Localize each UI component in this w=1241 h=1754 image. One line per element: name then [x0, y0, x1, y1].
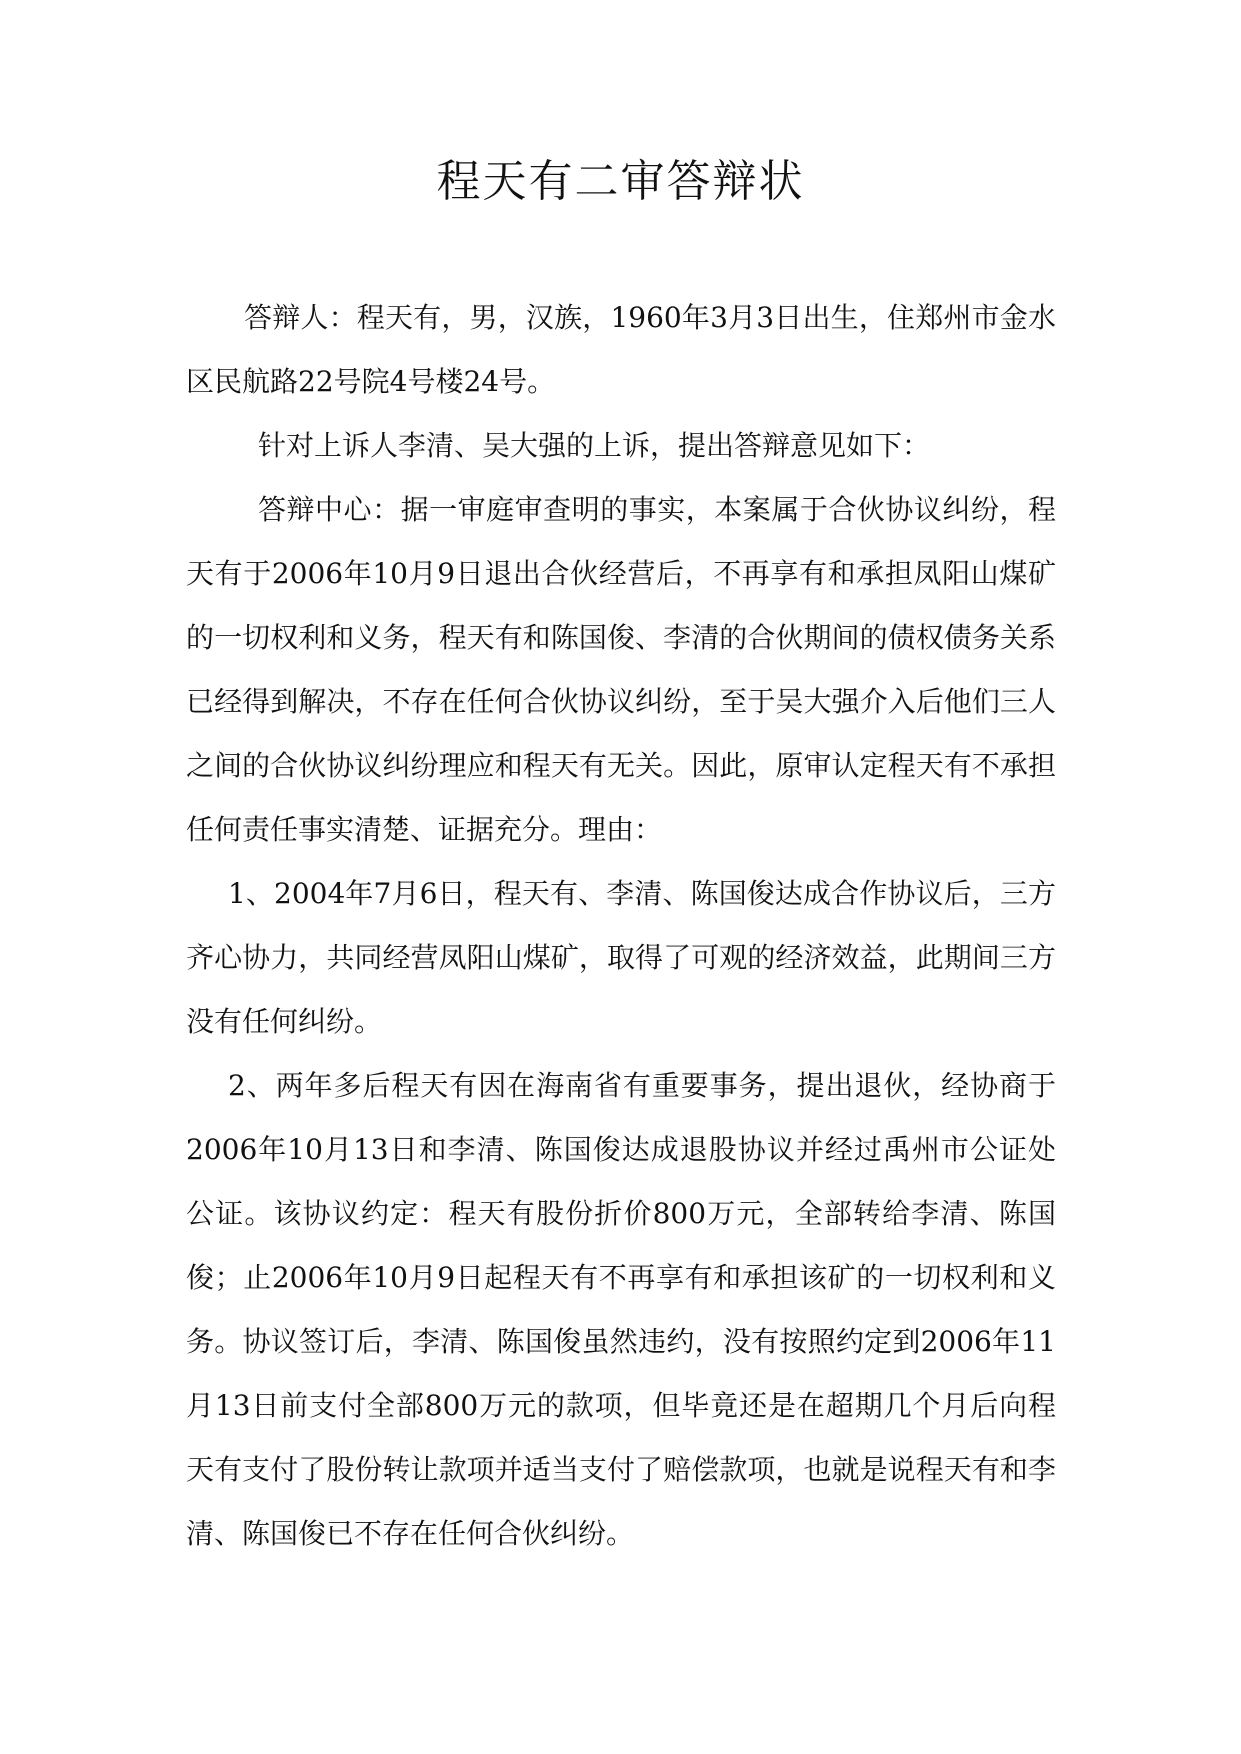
respondent-info-paragraph: 答辩人：程天有，男，汉族，1960年3月3日出生，住郑州市金水区民航路22号院4号楼24号。: [186, 301, 1056, 398]
document-title: 程天有二审答辩状: [436, 156, 805, 207]
defense-center-paragraph: 答辩中心：据一审庭审查明的事实，本案属于合伙协议纠纷，程天有于2006年10月9日退出合伙经营后，不再享有和承担凤阳山煤矿的一切权利和义务，程天有和陈国俊、李清的合伙期间的债权债务关系已经得到解决，不存在任何合伙协议纠纷，至于吴大强介入后他们三人之间的合伙协议纠纷理应和程天有无关。因此，原审认定程天有不承担任何责任事实清楚、证据充分。理由：: [186, 493, 1056, 846]
reason-2-paragraph: 2、两年多后程天有因在海南省有重要事务，提出退伙，经协商于2006年10月13日和李清、陈国俊达成退股协议并经过禹州市公证处公证。该协议约定：程天有股份折价800万元，全部转给李清、陈国俊；止2006年10月9日起程天有不再享有和承担该矿的一切权利和义务。协议签订后，李清、陈国俊虽然违约，没有按照约定到2006年11月13日前支付全部800万元的款项，但毕竟还是在超期几个月后向程天有支付了股份转让款项并适当支付了赔偿款项，也就是说程天有和李清、陈国俊已不存在任何合伙纠纷。: [186, 1069, 1056, 1550]
intro-paragraph: 针对上诉人李清、吴大强的上诉，提出答辩意见如下：: [258, 429, 931, 462]
reason-1-paragraph: 1、2004年7月6日，程天有、李清、陈国俊达成合作协议后，三方齐心协力，共同经营凤阳山煤矿，取得了可观的经济效益，此期间三方没有任何纠纷。: [186, 877, 1056, 1038]
document-body: [186, 286, 1056, 1566]
